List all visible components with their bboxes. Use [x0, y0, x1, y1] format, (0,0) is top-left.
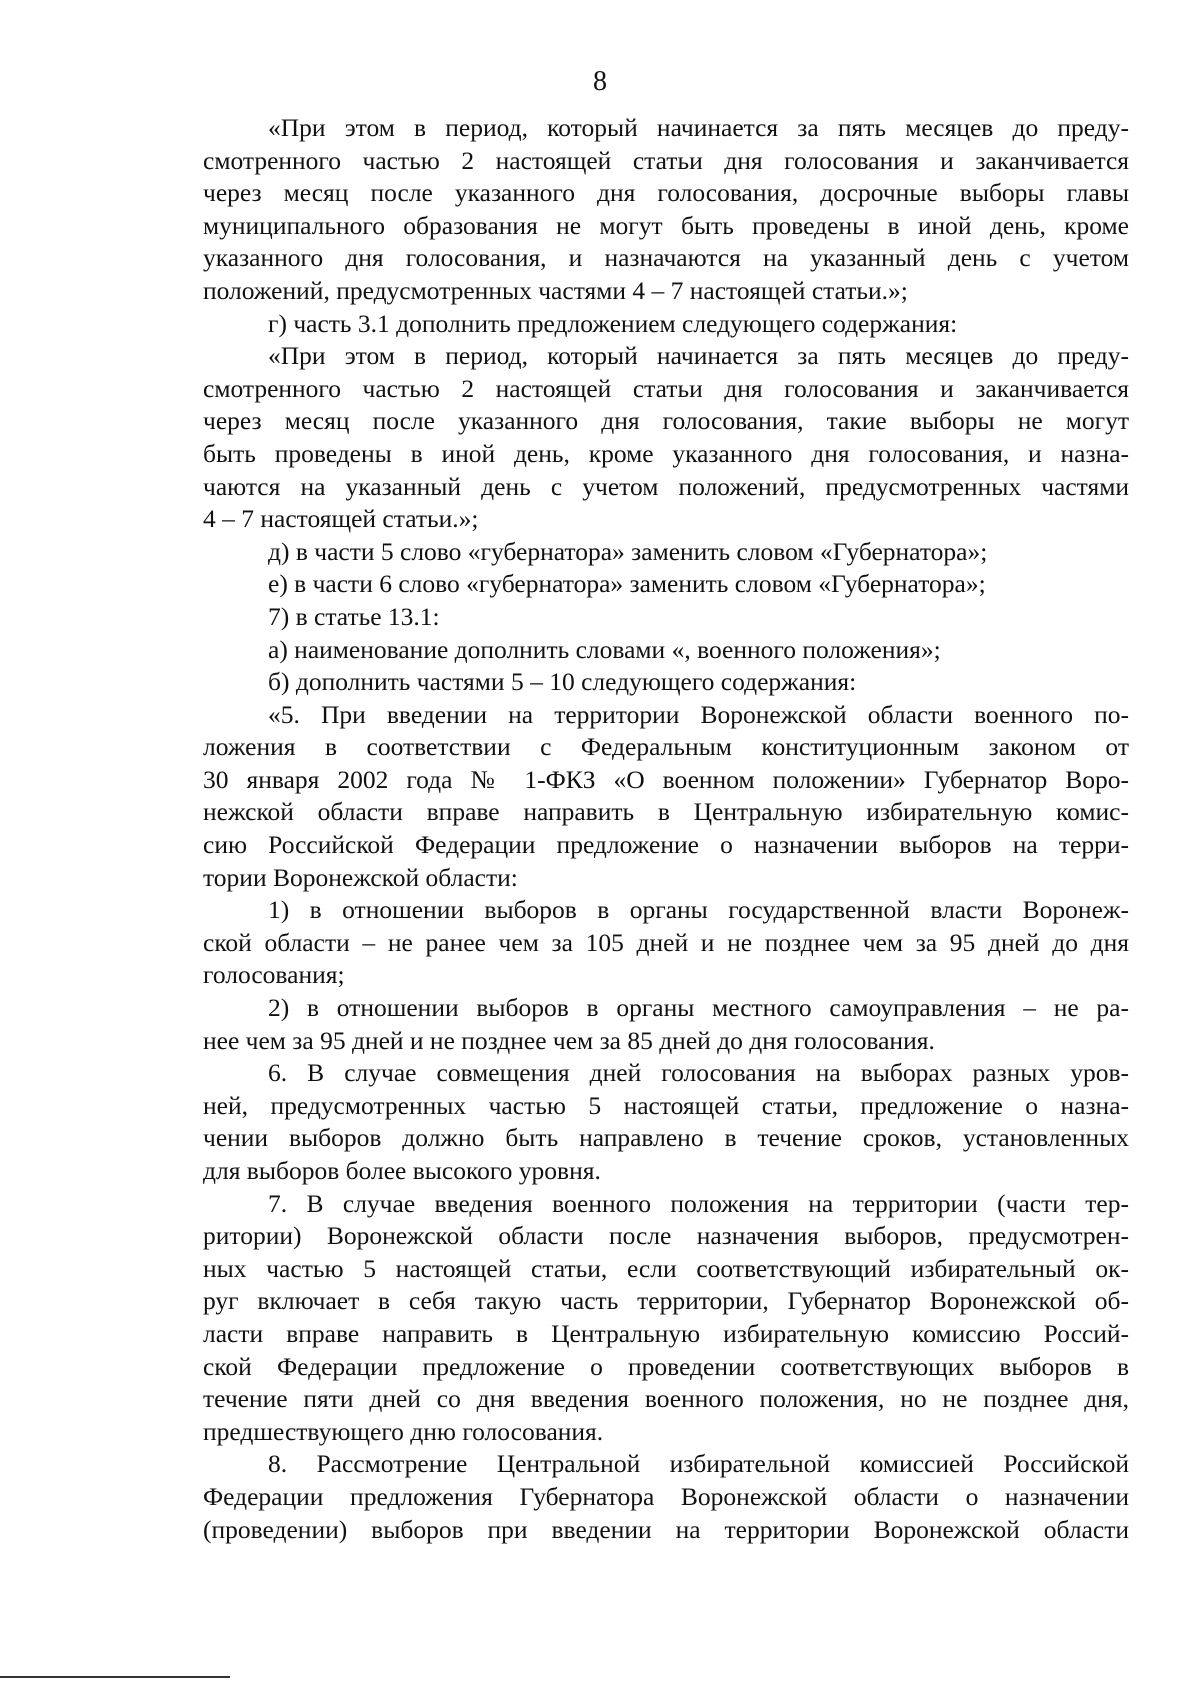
paragraph — [203, 308, 1129, 341]
text-line: предшествующего дню голосования. — [203, 1416, 604, 1446]
text-line: тории Воронежской области: — [203, 862, 518, 892]
text-line: чаются на указанный день с учетом положений, предусмотренных частями — [203, 471, 1129, 501]
text-line: смотренного частью 2 настоящей статьи дня голосования и заканчивается — [203, 373, 1129, 403]
text-line: б) дополнить частями 5 – 10 следующего содержания: — [268, 667, 857, 697]
paragraph — [203, 699, 1129, 895]
text-line: указанного дня голосования, и назначаются на указанный день с учетом — [203, 243, 1129, 273]
paragraph — [203, 536, 1129, 569]
paragraph — [203, 1448, 1129, 1546]
text-line: чении выборов должно быть направлено в течение сроков, установленных — [203, 1123, 1129, 1153]
page-number: 8 — [593, 66, 607, 97]
text-line: ней, предусмотренных частью 5 настоящей статьи, предложение о назна- — [203, 1090, 1129, 1120]
text-line: 6. В случае совмещения дней голосования на выборах разных уров- — [268, 1058, 1129, 1088]
text-line: 7. В случае введения военного положения на территории (части тер- — [268, 1188, 1129, 1218]
text-line: ложения в соответствии с Федеральным конституционным законом от — [203, 732, 1129, 762]
text-line: течение пяти дней со дня введения военного положения, но не позднее дня, — [203, 1384, 1129, 1414]
text-line: руг включает в себя такую часть территории, Губернатор Воронежской об- — [203, 1286, 1129, 1316]
text-line: сию Российской Федерации предложение о назначении выборов на терри- — [203, 830, 1129, 860]
text-line: ской Федерации предложение о проведении соответствующих выборов в — [203, 1351, 1129, 1381]
text-line: смотренного частью 2 настоящей статьи дня голосования и заканчивается — [203, 145, 1129, 175]
text-line: (проведении) выборов при введении на территории Воронежской области — [203, 1514, 1129, 1544]
text-line: 30 января 2002 года № 1-ФКЗ «О военном положении» Губернатор Воро- — [203, 764, 1129, 794]
paragraph — [203, 568, 1129, 601]
text-line: ных частью 5 настоящей статьи, если соответствующий избирательный ок- — [203, 1253, 1129, 1283]
text-line: 7) в статье 13.1: — [268, 601, 440, 631]
text-line: е) в части 6 слово «губернатора» заменить словом «Губернатора»; — [268, 569, 986, 599]
text-line: ритории) Воронежской области после назначения выборов, предусмотрен- — [203, 1221, 1129, 1251]
text-line: 2) в отношении выборов в органы местного самоуправления – не ра- — [268, 993, 1129, 1023]
paragraph — [203, 894, 1129, 992]
paragraph — [203, 666, 1129, 699]
text-line: д) в части 5 слово «губернатора» заменить словом «Губернатора»; — [268, 536, 988, 566]
paragraph — [203, 1057, 1129, 1187]
text-line: ской области – не ранее чем за 105 дней и не позднее чем за 95 дней до дня — [203, 927, 1129, 957]
text-line: 4 – 7 настоящей статьи.»; — [203, 504, 479, 534]
text-line: а) наименование дополнить словами «, военного положения»; — [268, 634, 941, 664]
paragraph — [203, 340, 1129, 536]
text-line: через месяц после указанного дня голосования, досрочные выборы главы — [203, 178, 1129, 208]
text-line: нежской области вправе направить в Центральную избирательную комис- — [203, 797, 1129, 827]
text-line: 8. Рассмотрение Центральной избирательной комиссией Российской — [268, 1449, 1129, 1479]
text-line: через месяц после указанного дня голосования, такие выборы не могут — [203, 406, 1129, 436]
document-body — [203, 112, 1129, 1546]
text-line: Федерации предложения Губернатора Воронежской области о назначении — [203, 1481, 1129, 1511]
text-line: положений, предусмотренных частями 4 – 7 настоящей статьи.»; — [203, 275, 908, 305]
text-line: «5. При введении на территории Воронежской области военного по- — [268, 699, 1129, 729]
text-line: муниципального образования не могут быть проведены в иной день, кроме — [203, 210, 1129, 240]
paragraph — [203, 634, 1129, 667]
text-line: ласти вправе направить в Центральную избирательную комиссию Россий- — [203, 1318, 1129, 1348]
text-line: 1) в отношении выборов в органы государственной власти Воронеж- — [268, 895, 1129, 925]
paragraph — [203, 601, 1129, 634]
paragraph — [203, 112, 1129, 308]
text-line: г) часть 3.1 дополнить предложением следующего содержания: — [268, 308, 958, 338]
text-line: для выборов более высокого уровня. — [203, 1156, 601, 1185]
paragraph — [203, 1188, 1129, 1449]
paragraph — [203, 992, 1129, 1057]
text-line: «При этом в период, который начинается за пять месяцев до преду- — [268, 341, 1129, 371]
footer-rule — [0, 1676, 230, 1678]
text-line: быть проведены в иной день, кроме указанного дня голосования, и назна- — [203, 438, 1129, 468]
text-line: нее чем за 95 дней и не позднее чем за 85 дней до дня голосования. — [203, 1025, 935, 1055]
text-line: голосования; — [203, 960, 345, 990]
text-line: «При этом в период, который начинается за пять месяцев до преду- — [268, 113, 1129, 142]
